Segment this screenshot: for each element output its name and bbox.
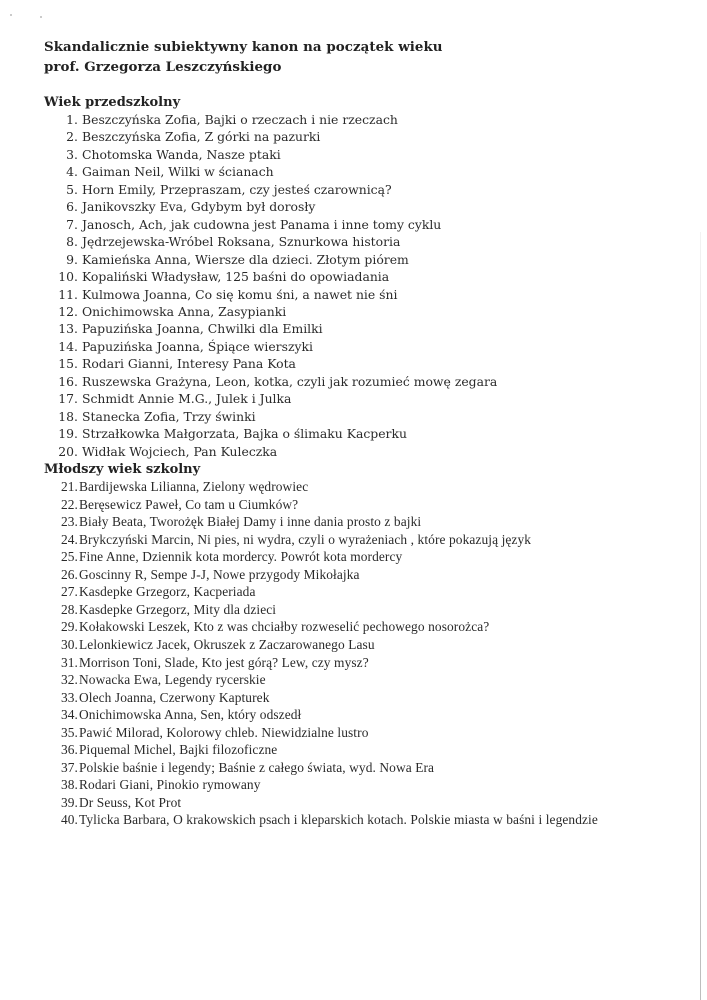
- list-item-number: 38.: [60, 777, 78, 793]
- list-item-text: Piquemal Michel, Bajki filozoficzne: [79, 742, 278, 758]
- list-item-number: 34.: [60, 707, 78, 723]
- list-item-number: 29.: [60, 619, 78, 635]
- list-item-text: Chotomska Wanda, Nasze ptaki: [82, 146, 281, 162]
- list-item-text: Kamieńska Anna, Wiersze dla dzieci. Złotym piórem: [82, 251, 409, 267]
- list-item-number: 32.: [60, 672, 78, 688]
- list-item-number: 36.: [60, 742, 78, 758]
- list-item-text: Biały Beata, Tworożęk Białej Damy i inne dania prosto z bajki: [79, 514, 422, 530]
- list-item-number: 11.: [58, 286, 78, 302]
- list-item-text: Beręsewicz Paweł, Co tam u Ciumków?: [79, 496, 299, 512]
- list-item-number: 1.: [66, 112, 78, 127]
- list-item-text: Horn Emily, Przepraszam, czy jesteś czarownicą?: [82, 181, 392, 197]
- title-line-2: prof. Grzegorza Leszczyńskiego: [44, 59, 282, 75]
- scan-speck: [10, 14, 12, 16]
- list-item-text: Brykczyński Marcin, Ni pies, ni wydra, czyli o wyrażeniach , które pokazują język: [79, 531, 532, 547]
- list-item-number: 6.: [66, 199, 78, 215]
- title-line-1: Skandalicznie subiektywny kanon na początek wieku: [44, 39, 443, 55]
- list-item-number: 24.: [60, 531, 78, 547]
- section-heading-early-school: Młodszy wiek szkolny: [44, 462, 201, 477]
- list-item-number: 9.: [66, 251, 78, 267]
- list-item-number: 10.: [58, 269, 78, 285]
- list-item-number: 30.: [60, 636, 78, 652]
- list-item-text: Ruszewska Grażyna, Leon, kotka, czyli jak rozumieć mowę zegara: [82, 373, 498, 389]
- list-item-text: Rodari Giani, Pinokio rymowany: [79, 777, 261, 793]
- list-item-text: Beszczyńska Zofia, Bajki o rzeczach i nie rzeczach: [82, 112, 398, 127]
- list-item-text: Pawić Milorad, Kolorowy chleb. Niewidzialne lustro: [79, 724, 369, 740]
- list-item-text: Kasdepke Grzegorz, Mity dla dzieci: [79, 601, 277, 617]
- list-item-number: 19.: [58, 426, 78, 442]
- scan-speck: [40, 16, 42, 18]
- list-item-text: Rodari Gianni, Interesy Pana Kota: [82, 356, 296, 372]
- section-heading-preschool: Wiek przedszkolny: [44, 95, 181, 110]
- list-item-number: 26.: [60, 566, 78, 582]
- list-item-text: Bardijewska Lilianna, Zielony wędrowiec: [79, 479, 309, 494]
- document-title: [44, 37, 443, 77]
- list-item-number: 23.: [60, 514, 78, 530]
- list-item-number: 3.: [66, 146, 78, 162]
- list-item-text: Tylicka Barbara, O krakowskich psach i kleparskich kotach. Polskie miasta w baśni i legendzie: [79, 812, 598, 828]
- list-item-number: 13.: [58, 321, 78, 337]
- list-item-number: 25.: [60, 549, 78, 565]
- list-item-number: 28.: [60, 601, 78, 617]
- list-item-number: 2.: [66, 129, 78, 145]
- list-item-text: Janosch, Ach, jak cudowna jest Panama i inne tomy cyklu: [82, 216, 442, 232]
- list-item-number: 31.: [60, 654, 78, 670]
- list-item-text: Schmidt Annie M.G., Julek i Julka: [82, 391, 292, 407]
- list-item-number: 15.: [58, 356, 78, 372]
- list-item-text: Morrison Toni, Slade, Kto jest górą? Lew, czy mysz?: [79, 654, 369, 670]
- list-item-text: Kasdepke Grzegorz, Kacperiada: [79, 584, 256, 600]
- list-item-text: Olech Joanna, Czerwony Kapturek: [79, 689, 270, 705]
- list-item-number: 4.: [66, 164, 78, 180]
- list-item-number: 14.: [58, 338, 78, 354]
- list-item-text: Kołakowski Leszek, Kto z was chciałby rozweselić pechowego nosorożca?: [79, 619, 490, 635]
- list-item-text: Goscinny R, Sempe J-J, Nowe przygody Mikołajka: [79, 566, 360, 582]
- list-item-number: 16.: [58, 373, 78, 389]
- list-item-text: Kulmowa Joanna, Co się komu śni, a nawet nie śni: [82, 286, 398, 302]
- list-item-number: 40.: [60, 812, 78, 828]
- list-item-number: 8.: [66, 234, 78, 250]
- list-item-text: Polskie baśnie i legendy; Baśnie z całego świata, wyd. Nowa Era: [79, 759, 435, 775]
- list-item-number: 21.: [60, 479, 78, 494]
- list-item-text: Gaiman Neil, Wilki w ścianach: [82, 164, 274, 180]
- list-item-number: 5.: [66, 181, 78, 197]
- list-item-text: Papuzińska Joanna, Chwilki dla Emilki: [82, 321, 323, 337]
- list-item-text: Nowacka Ewa, Legendy rycerskie: [79, 672, 266, 688]
- list-item-number: 12.: [58, 303, 78, 319]
- list-item-text: Dr Seuss, Kot Prot: [79, 794, 182, 810]
- list-item-number: 17.: [58, 391, 78, 407]
- list-item-text: Jędrzejewska-Wróbel Roksana, Sznurkowa historia: [82, 234, 401, 250]
- list-item-text: Strzałkowka Małgorzata, Bajka o ślimaku Kacperku: [82, 426, 407, 442]
- list-item-text: Widłak Wojciech, Pan Kuleczka: [82, 443, 278, 459]
- list-item-number: 33.: [60, 689, 78, 705]
- list-item-text: Papuzińska Joanna, Śpiące wierszyki: [82, 338, 313, 354]
- list-item-text: Janikovszky Eva, Gdybym był dorosły: [82, 199, 316, 215]
- list-item-number: 39.: [60, 794, 78, 810]
- list-item-number: 7.: [66, 216, 78, 232]
- list-item-number: 18.: [58, 408, 78, 424]
- list-item-text: Onichimowska Anna, Zasypianki: [82, 303, 287, 319]
- list-item-text: Kopaliński Władysław, 125 baśni do opowiadania: [82, 269, 390, 285]
- list-item-number: 22.: [60, 496, 78, 512]
- list-item-text: Onichimowska Anna, Sen, który odszedł: [79, 707, 302, 723]
- list-item-number: 35.: [60, 724, 78, 740]
- list-item-text: Lelonkiewicz Jacek, Okruszek z Zaczarowanego Lasu: [79, 636, 375, 652]
- scan-edge-line: [700, 232, 701, 1000]
- list-item-number: 27.: [60, 584, 78, 600]
- list-item-text: Beszczyńska Zofia, Z górki na pazurki: [82, 129, 321, 145]
- list-item-text: Fine Anne, Dziennik kota mordercy. Powrót kota mordercy: [79, 549, 403, 565]
- list-item-number: 37.: [60, 759, 78, 775]
- list-item-text: Stanecka Zofia, Trzy świnki: [82, 408, 256, 424]
- list-item-number: 20.: [58, 443, 78, 459]
